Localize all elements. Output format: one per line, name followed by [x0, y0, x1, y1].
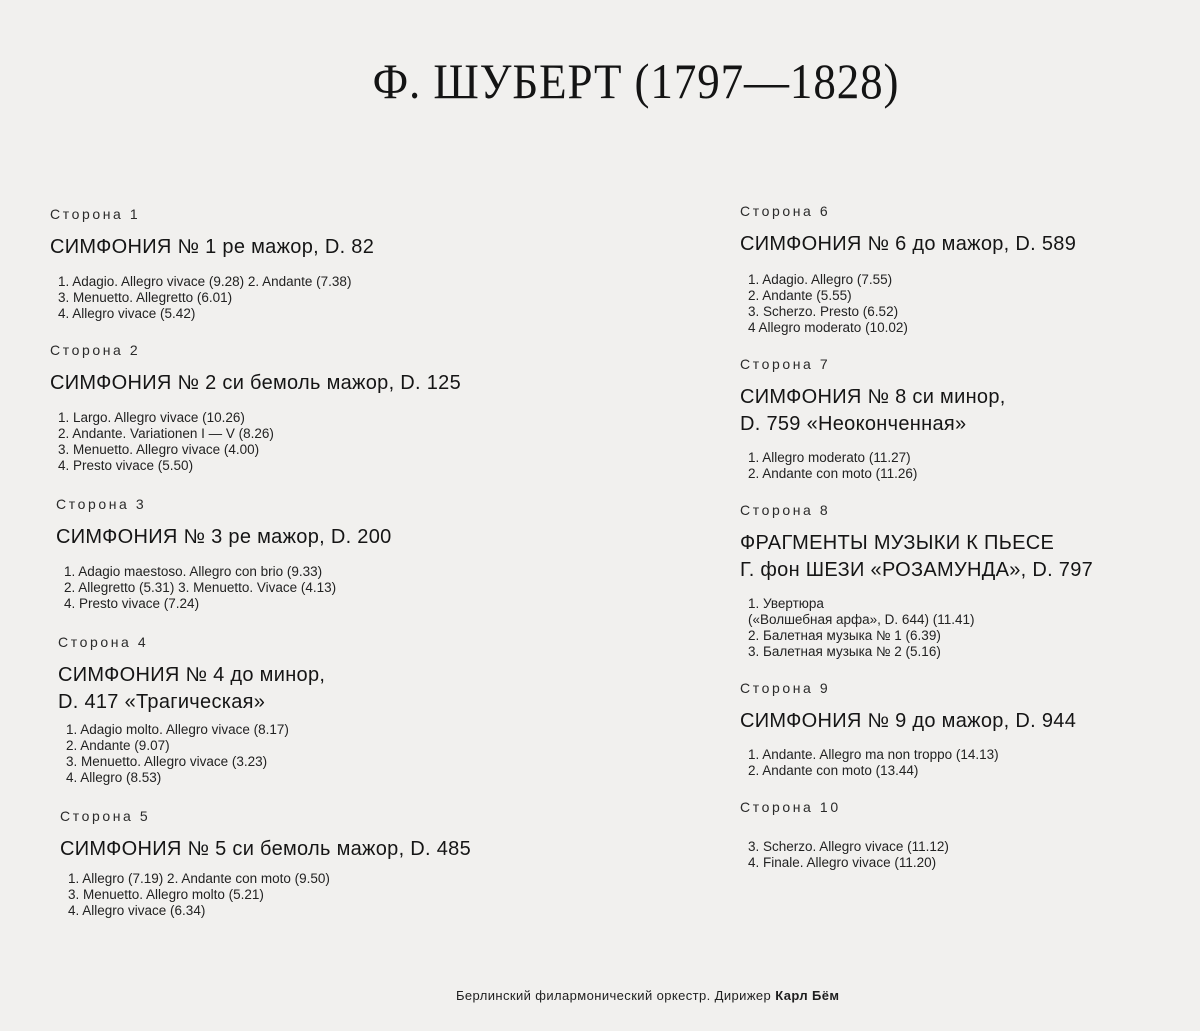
track-item: 3. Scherzo. Presto (6.52) [748, 304, 899, 319]
track-list [748, 596, 1186, 660]
track-list [58, 274, 646, 322]
right-column [736, 203, 1186, 889]
work-title-line: D. 417 «Трагическая» [58, 691, 266, 713]
work-title-line: D. 759 «Неоконченная» [740, 413, 967, 435]
side-section [736, 203, 1186, 336]
track-item: 3. Menuetto. Allegro molto (5.21) [68, 887, 264, 902]
track-item: 4. Presto vivace (5.50) [58, 458, 194, 473]
track-item: 3. Menuetto. Allegro vivace (4.00) [58, 442, 260, 457]
side-section [52, 496, 646, 612]
side-label: Сторона 1 [50, 206, 141, 222]
work-title [50, 234, 646, 261]
side-label: Сторона 2 [50, 342, 141, 358]
track-item: 1. Adagio maestoso. Allegro con brio (9.33) [64, 564, 323, 579]
side-label: Сторона 10 [740, 799, 841, 815]
track-list [66, 722, 646, 786]
side-label: Сторона 9 [740, 680, 831, 696]
work-title-line: СИМФОНИЯ № 9 до мажор, D. 944 [740, 710, 1077, 732]
work-title-line: СИМФОНИЯ № 6 до мажор, D. 589 [740, 233, 1077, 255]
track-item: 3. Menuetto. Allegro vivace (3.23) [66, 754, 268, 769]
track-item: 1. Adagio. Allegro (7.55) [748, 272, 893, 287]
track-item: 1. Allegro (7.19) 2. Andante con moto (9.50) [68, 871, 330, 886]
track-item: 4 Allegro moderato (10.02) [748, 320, 908, 335]
side-label: Сторона 7 [740, 356, 831, 372]
side-section [736, 502, 1186, 660]
track-item: 4. Finale. Allegro vivace (11.20) [748, 855, 937, 870]
work-title [740, 708, 1186, 735]
conductor-name: Карл Бём [775, 988, 840, 1003]
track-list [748, 450, 1186, 482]
track-list [58, 410, 646, 474]
work-title [58, 662, 646, 716]
orchestra-credit: Берлинский филармонический оркестр. Дирижер [456, 988, 776, 1003]
track-item: 4. Presto vivace (7.24) [64, 596, 200, 611]
track-list [748, 747, 1186, 779]
track-item: 3. Scherzo. Allegro vivace (11.12) [748, 839, 949, 854]
track-item: 2. Andante con moto (13.44) [748, 763, 919, 778]
work-title-line: ФРАГМЕНТЫ МУЗЫКИ К ПЬЕСЕ [740, 532, 1055, 554]
track-item: («Волшебная арфа», D. 644) (11.41) [748, 612, 975, 627]
work-title-line: Г. фон ШЕЗИ «РОЗАМУНДА», D. 797 [740, 559, 1094, 581]
side-section [736, 680, 1186, 779]
track-item: 1. Adagio. Allegro vivace (9.28) 2. Andante (7.38) [58, 274, 352, 289]
side-section [46, 342, 646, 474]
side-label: Сторона 5 [60, 808, 151, 824]
track-item: 1. Allegro moderato (11.27) [748, 450, 911, 465]
work-title [60, 836, 646, 863]
work-title-line: СИМФОНИЯ № 5 си бемоль мажор, D. 485 [60, 838, 472, 860]
track-item: 4. Allegro vivace (6.34) [68, 903, 206, 918]
credits-footer [456, 988, 839, 1003]
work-title-line: СИМФОНИЯ № 2 си бемоль мажор, D. 125 [50, 372, 462, 394]
side-label: Сторона 3 [56, 496, 147, 512]
track-item: 4. Allegro (8.53) [66, 770, 162, 785]
work-title-line: СИМФОНИЯ № 4 до минор, [58, 664, 326, 686]
track-item: 2. Andante (9.07) [66, 738, 170, 753]
track-item: 1. Andante. Allegro ma non troppo (14.13) [748, 747, 999, 762]
track-list [748, 272, 1186, 336]
side-section [56, 808, 646, 919]
work-title [740, 384, 1186, 438]
track-item: 2. Andante. Variationen I — V (8.26) [58, 426, 274, 441]
track-list [64, 564, 646, 612]
left-column [46, 206, 646, 937]
track-item: 2. Allegretto (5.31) 3. Menuetto. Vivace (4.13) [64, 580, 337, 595]
track-item: 2. Балетная музыка № 1 (6.39) [748, 628, 941, 643]
side-label: Сторона 8 [740, 502, 831, 518]
side-section [54, 634, 646, 786]
work-title-line: СИМФОНИЯ № 8 си минор, [740, 386, 1006, 408]
track-list [748, 839, 1186, 871]
track-item: 3. Menuetto. Allegretto (6.01) [58, 290, 233, 305]
work-title [50, 370, 646, 397]
work-title-line: СИМФОНИЯ № 1 ре мажор, D. 82 [50, 236, 375, 258]
work-title [740, 530, 1186, 584]
work-title [56, 524, 646, 551]
side-section [46, 206, 646, 322]
track-item: 4. Allegro vivace (5.42) [58, 306, 196, 321]
page-title: Ф. ШУБЕРТ (1797—1828) [372, 53, 900, 109]
track-item: 2. Andante con moto (11.26) [748, 466, 918, 481]
track-item: 1. Увертюра [748, 596, 824, 611]
track-item: 3. Балетная музыка № 2 (5.16) [748, 644, 941, 659]
side-section [736, 356, 1186, 482]
side-section [736, 799, 1186, 871]
work-title [740, 231, 1186, 258]
side-label: Сторона 4 [58, 634, 149, 650]
side-label: Сторона 6 [740, 203, 831, 219]
track-item: 1. Largo. Allegro vivace (10.26) [58, 410, 245, 425]
track-list [68, 871, 646, 919]
work-title-line: СИМФОНИЯ № 3 ре мажор, D. 200 [56, 526, 392, 548]
track-item: 1. Adagio molto. Allegro vivace (8.17) [66, 722, 289, 737]
track-item: 2. Andante (5.55) [748, 288, 852, 303]
